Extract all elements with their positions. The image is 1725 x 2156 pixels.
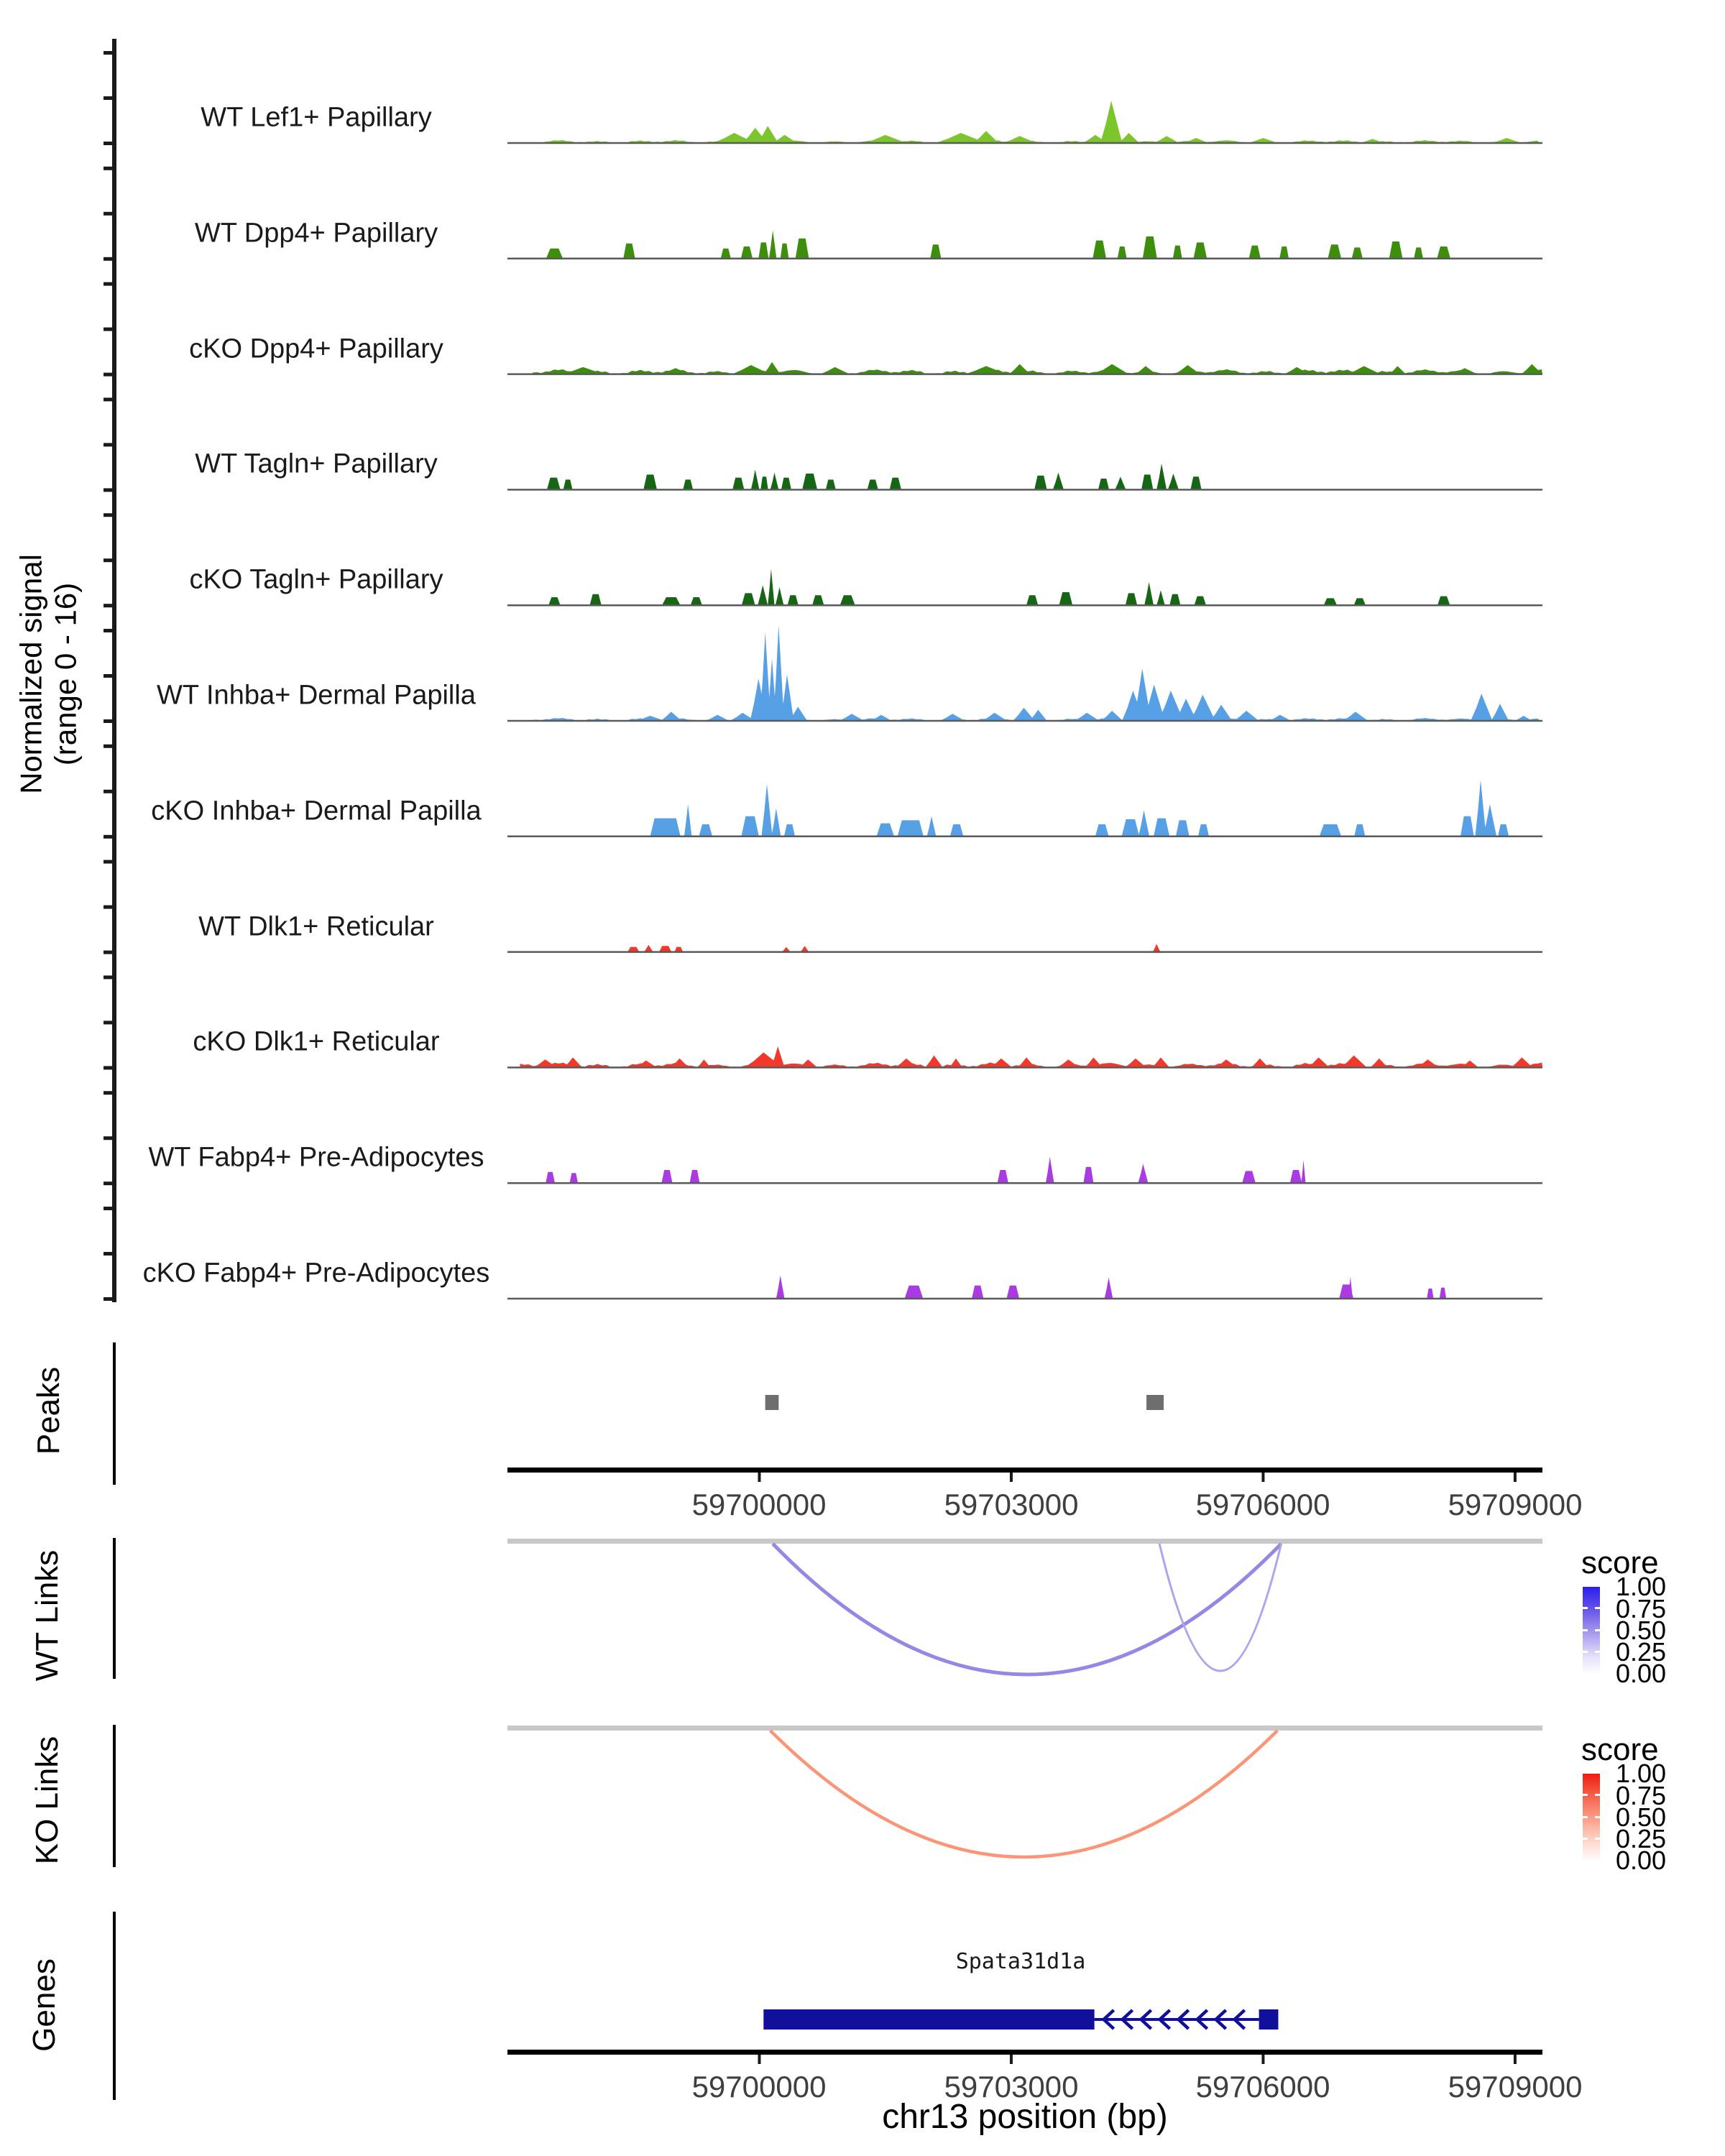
track-label-3: cKO Dpp4+ Papillary [189,333,443,364]
track-label-11: cKO Fabp4+ Pre-Adipocytes [142,1258,490,1289]
position-axis-top [507,1468,1542,1473]
axis-top-tick-label: 59703000 [944,1488,1079,1521]
track-label-7: cKO Inhba+ Dermal Papilla [151,796,482,826]
position-axis-bottom [507,2050,1542,2055]
peak-box [1146,1395,1164,1410]
signal-axis-tick [104,1136,114,1140]
signal-axis-tick [104,558,114,562]
signal-axis-tick [104,790,114,793]
gene-name-label: Spata31d1a [955,1949,1086,1974]
track-label-2: WT Dpp4+ Papillary [194,218,438,249]
signal-axis-tick [104,51,114,55]
ko-link-arc [770,1731,1278,1857]
ko-legend-label: 0.75 [1616,1781,1667,1810]
signal-axis-tick [104,513,114,517]
wt-legend-label: 0.50 [1616,1616,1667,1645]
wt-legend-label: 0.00 [1616,1659,1667,1688]
wt-legend-label: 0.75 [1616,1594,1667,1623]
ko-links-section-label: KO Links [29,1736,65,1865]
wt-links-bracket [113,1538,116,1679]
signal-axis-tick [104,674,114,678]
ko-legend-title: score [1581,1732,1659,1767]
y-axis-label-line1: Normalized signal [14,554,48,794]
coverage-area-7 [650,780,1509,836]
coverage-area-4 [547,464,1202,489]
signal-axis-tick [104,1207,114,1210]
track-label-9: cKO Dlk1+ Reticular [193,1026,440,1057]
genes-bracket [113,1912,116,2100]
wt-legend-gradient-bar [1583,1587,1600,1674]
ko-legend-label: 0.50 [1616,1802,1667,1832]
signal-axis-tick [104,257,114,261]
wt-legend-title: score [1581,1545,1659,1580]
gene-exon [763,2009,1094,2030]
signal-axis-tick [104,1021,114,1024]
signal-axis-spine [112,39,116,1302]
axis-bottom-tick-label: 59706000 [1195,2070,1330,2104]
ko-links-bracket [113,1725,116,1867]
coverage-area-11 [776,1276,1446,1299]
signal-axis-tick [104,488,114,492]
signal-axis-tick [104,1252,114,1256]
signal-axis-tick [104,835,114,839]
axis-bottom-tick-label: 59700000 [691,2070,827,2104]
position-axis-top-tick [758,1473,760,1482]
track-label-8: WT Dlk1+ Reticular [198,911,434,942]
coverage-area-8 [627,944,1160,952]
wt-links-section-label: WT Links [29,1549,65,1682]
axis-top-tick-label: 59709000 [1448,1488,1583,1521]
ko-legend-label: 0.00 [1616,1846,1667,1875]
wt-link-arc [773,1544,1281,1674]
signal-axis-tick [104,328,114,331]
peaks-bracket [113,1342,116,1485]
coverage-area-2 [546,231,1450,259]
signal-axis-tick [104,282,114,286]
ko-legend-label: 1.00 [1616,1759,1667,1788]
signal-axis-tick [104,212,114,216]
axis-bottom-tick-label: 59703000 [944,2070,1079,2104]
signal-axis-tick [104,96,114,100]
signal-axis-tick [104,860,114,864]
position-axis-top-tick [1261,1473,1264,1482]
coverage-area-5 [548,569,1450,605]
y-axis-label-line2: (range 0 - 16) [49,582,83,766]
ko-legend-label: 0.25 [1616,1824,1667,1853]
coverage-area-1 [546,101,1540,143]
gene-exon [1259,2009,1279,2030]
track-label-4: WT Tagln+ Papillary [195,448,438,479]
wt-links-baseline [507,1539,1542,1544]
position-axis-bottom-tick [1010,2055,1013,2064]
position-axis-bottom-tick [1514,2055,1517,2064]
track-label-1: WT Lef1+ Papillary [201,102,432,133]
coverage-area-10 [546,1157,1305,1183]
signal-axis-tick [104,167,114,170]
coverage-area-9 [520,1046,1543,1067]
axis-top-tick-label: 59700000 [691,1488,827,1521]
signal-axis-tick [104,604,114,607]
wt-links-score-legend [1581,1545,1725,1688]
track-label-5: cKO Tagln+ Papillary [189,564,443,595]
ko-links-baseline [507,1726,1542,1731]
peak-box [765,1395,779,1410]
position-axis-top-tick [1010,1473,1013,1482]
axis-bottom-tick-label: 59709000 [1448,2070,1583,2104]
track-label-10: WT Fabp4+ Pre-Adipocytes [148,1142,484,1173]
signal-axis-tick [104,745,114,748]
signal-axis-tick [104,1181,114,1185]
coverage-area-6 [533,625,1540,721]
axis-top-tick-label: 59706000 [1195,1488,1330,1521]
signal-axis-tick [104,1091,114,1095]
signal-axis-tick [104,142,114,145]
x-axis-title: chr13 position (bp) [882,2098,1168,2136]
signal-axis-tick [104,629,114,632]
signal-axis-tick [104,397,114,401]
signal-axis-tick [104,951,114,954]
ko-legend-gradient-bar [1583,1774,1600,1861]
position-axis-bottom-tick [758,2055,760,2064]
signal-axis-tick [104,443,114,446]
coverage-area-3 [533,362,1542,374]
signal-axis-tick [104,719,114,723]
signal-axis-tick [104,975,114,979]
genes-section-label: Genes [27,1958,62,2052]
signal-axis-tick [104,1297,114,1301]
signal-axis-tick [104,373,114,377]
peaks-section-label: Peaks [31,1366,66,1455]
signal-axis-tick [104,1066,114,1069]
y-axis-label [14,554,84,794]
position-axis-bottom-tick [1261,2055,1264,2064]
position-axis-top-tick [1514,1473,1517,1482]
track-label-6: WT Inhba+ Dermal Papilla [157,680,476,711]
signal-axis-tick [104,906,114,909]
wt-legend-label: 0.25 [1616,1637,1667,1667]
ko-links-score-legend [1581,1732,1725,1875]
wt-legend-label: 1.00 [1616,1572,1667,1601]
